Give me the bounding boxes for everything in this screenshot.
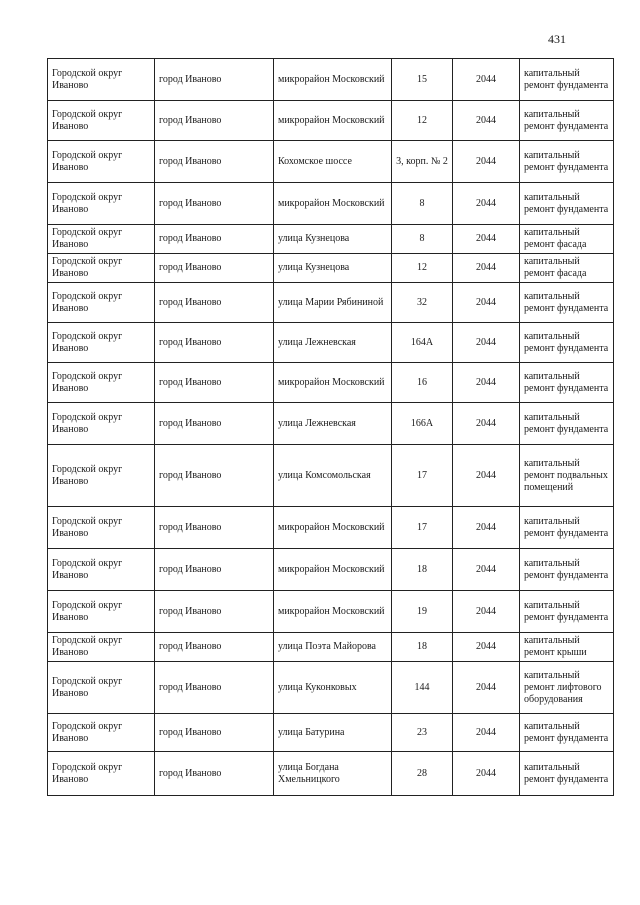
year-cell: 2044: [453, 59, 520, 101]
table-row: [48, 363, 614, 403]
city-cell: город Иваново: [155, 283, 274, 323]
work-type-cell: капитальный ремонт фундамента: [520, 403, 614, 445]
city-cell: город Иваново: [155, 225, 274, 254]
house-cell: 17: [392, 507, 453, 549]
year-cell: 2044: [453, 254, 520, 283]
table-row: [48, 752, 614, 796]
district-cell: Городской округ Иваново: [48, 445, 155, 507]
house-cell: 15: [392, 59, 453, 101]
year-cell: 2044: [453, 363, 520, 403]
city-cell: город Иваново: [155, 59, 274, 101]
year-cell: 2044: [453, 714, 520, 752]
work-type-cell: капитальный ремонт фасада: [520, 225, 614, 254]
street-cell: улица Батурина: [274, 714, 392, 752]
table-row: [48, 225, 614, 254]
street-cell: улица Кузнецова: [274, 254, 392, 283]
city-cell: город Иваново: [155, 323, 274, 363]
work-type-cell: капитальный ремонт подвальных помещений: [520, 445, 614, 507]
house-cell: 18: [392, 549, 453, 591]
table-row: [48, 59, 614, 101]
street-cell: улица Куконковых: [274, 662, 392, 714]
district-cell: Городской округ Иваново: [48, 101, 155, 141]
table-row: [48, 549, 614, 591]
district-cell: Городской округ Иваново: [48, 403, 155, 445]
work-type-cell: капитальный ремонт фасада: [520, 254, 614, 283]
work-type-cell: капитальный ремонт фундамента: [520, 141, 614, 183]
year-cell: 2044: [453, 752, 520, 796]
year-cell: 2044: [453, 323, 520, 363]
table-row: [48, 254, 614, 283]
work-type-cell: капитальный ремонт фундамента: [520, 507, 614, 549]
house-cell: 166А: [392, 403, 453, 445]
work-type-cell: капитальный ремонт крыши: [520, 633, 614, 662]
street-cell: микрорайон Московский: [274, 183, 392, 225]
table-row: [48, 403, 614, 445]
district-cell: Городской округ Иваново: [48, 141, 155, 183]
street-cell: микрорайон Московский: [274, 101, 392, 141]
year-cell: 2044: [453, 101, 520, 141]
work-type-cell: капитальный ремонт фундамента: [520, 101, 614, 141]
district-cell: Городской округ Иваново: [48, 591, 155, 633]
district-cell: Городской округ Иваново: [48, 662, 155, 714]
table-row: [48, 507, 614, 549]
district-cell: Городской округ Иваново: [48, 283, 155, 323]
year-cell: 2044: [453, 662, 520, 714]
house-cell: 23: [392, 714, 453, 752]
street-cell: микрорайон Московский: [274, 59, 392, 101]
city-cell: город Иваново: [155, 183, 274, 225]
year-cell: 2044: [453, 507, 520, 549]
house-cell: 16: [392, 363, 453, 403]
city-cell: город Иваново: [155, 101, 274, 141]
district-cell: Городской округ Иваново: [48, 633, 155, 662]
year-cell: 2044: [453, 403, 520, 445]
work-type-cell: капитальный ремонт лифтового оборудования: [520, 662, 614, 714]
city-cell: город Иваново: [155, 254, 274, 283]
street-cell: микрорайон Московский: [274, 549, 392, 591]
district-cell: Городской округ Иваново: [48, 714, 155, 752]
register-table: [47, 58, 614, 796]
house-cell: 18: [392, 633, 453, 662]
city-cell: город Иваново: [155, 714, 274, 752]
house-cell: 32: [392, 283, 453, 323]
table-row: [48, 714, 614, 752]
district-cell: Городской округ Иваново: [48, 323, 155, 363]
street-cell: улица Богдана Хмельницкого: [274, 752, 392, 796]
table-row: [48, 445, 614, 507]
city-cell: город Иваново: [155, 507, 274, 549]
street-cell: улица Марии Рябининой: [274, 283, 392, 323]
street-cell: улица Кузнецова: [274, 225, 392, 254]
year-cell: 2044: [453, 225, 520, 254]
house-cell: 3, корп. № 2: [392, 141, 453, 183]
house-cell: 17: [392, 445, 453, 507]
house-cell: 8: [392, 183, 453, 225]
street-cell: микрорайон Московский: [274, 363, 392, 403]
street-cell: микрорайон Московский: [274, 591, 392, 633]
table-row: [48, 323, 614, 363]
table-row: [48, 183, 614, 225]
work-type-cell: капитальный ремонт фундамента: [520, 752, 614, 796]
district-cell: Городской округ Иваново: [48, 183, 155, 225]
house-cell: 28: [392, 752, 453, 796]
district-cell: Городской округ Иваново: [48, 254, 155, 283]
work-type-cell: капитальный ремонт фундамента: [520, 283, 614, 323]
city-cell: город Иваново: [155, 549, 274, 591]
city-cell: город Иваново: [155, 363, 274, 403]
table-row: [48, 101, 614, 141]
work-type-cell: капитальный ремонт фундамента: [520, 591, 614, 633]
year-cell: 2044: [453, 591, 520, 633]
district-cell: Городской округ Иваново: [48, 363, 155, 403]
district-cell: Городской округ Иваново: [48, 59, 155, 101]
house-cell: 19: [392, 591, 453, 633]
street-cell: улица Поэта Майорова: [274, 633, 392, 662]
register-body: [48, 59, 614, 796]
table-row: [48, 141, 614, 183]
city-cell: город Иваново: [155, 633, 274, 662]
street-cell: микрорайон Московский: [274, 507, 392, 549]
table-row: [48, 283, 614, 323]
page-number: 431: [548, 32, 566, 46]
year-cell: 2044: [453, 549, 520, 591]
table-row: [48, 633, 614, 662]
year-cell: 2044: [453, 183, 520, 225]
city-cell: город Иваново: [155, 445, 274, 507]
work-type-cell: капитальный ремонт фундамента: [520, 549, 614, 591]
work-type-cell: капитальный ремонт фундамента: [520, 363, 614, 403]
street-cell: улица Лежневская: [274, 323, 392, 363]
city-cell: город Иваново: [155, 662, 274, 714]
work-type-cell: капитальный ремонт фундамента: [520, 714, 614, 752]
street-cell: Кохомское шоссе: [274, 141, 392, 183]
table-row: [48, 591, 614, 633]
table-row: [48, 662, 614, 714]
house-cell: 8: [392, 225, 453, 254]
district-cell: Городской округ Иваново: [48, 225, 155, 254]
house-cell: 12: [392, 101, 453, 141]
year-cell: 2044: [453, 633, 520, 662]
house-cell: 12: [392, 254, 453, 283]
year-cell: 2044: [453, 445, 520, 507]
city-cell: город Иваново: [155, 403, 274, 445]
year-cell: 2044: [453, 283, 520, 323]
city-cell: город Иваново: [155, 141, 274, 183]
work-type-cell: капитальный ремонт фундамента: [520, 183, 614, 225]
district-cell: Городской округ Иваново: [48, 752, 155, 796]
year-cell: 2044: [453, 141, 520, 183]
street-cell: улица Лежневская: [274, 403, 392, 445]
city-cell: город Иваново: [155, 591, 274, 633]
house-cell: 144: [392, 662, 453, 714]
district-cell: Городской округ Иваново: [48, 507, 155, 549]
house-cell: 164А: [392, 323, 453, 363]
city-cell: город Иваново: [155, 752, 274, 796]
street-cell: улица Комсомольская: [274, 445, 392, 507]
district-cell: Городской округ Иваново: [48, 549, 155, 591]
work-type-cell: капитальный ремонт фундамента: [520, 59, 614, 101]
work-type-cell: капитальный ремонт фундамента: [520, 323, 614, 363]
